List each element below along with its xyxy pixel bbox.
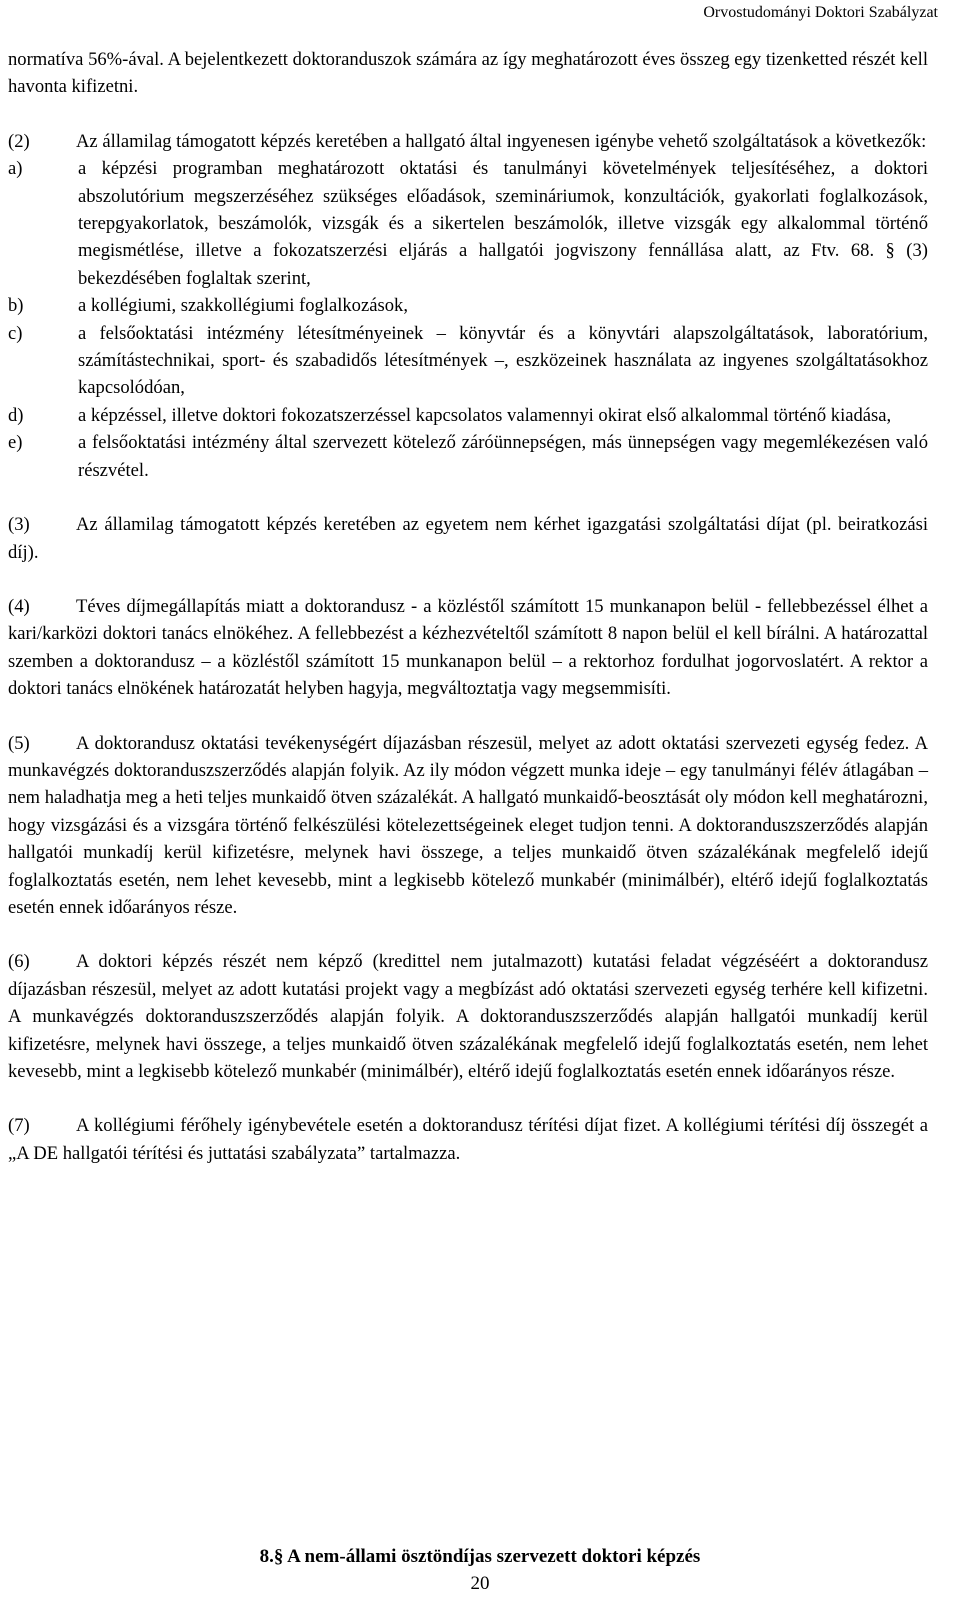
paragraph-5 <box>8 730 928 922</box>
list-item-text: a felsőoktatási intézmény létesítményeinek – könyvtár és a könyvtári alapszolgáltatások, laboratórium, számítástechnikai, sport- és szabadidős létesítmények –, eszközeinek használata az ingyenes szolgáltatásokhoz kapcsolódóan, <box>78 322 928 399</box>
list-item-label: a) <box>8 158 23 180</box>
list-item-text: a kollégiumi, szakkollégiumi foglalkozások, <box>78 295 408 317</box>
paragraph-7 <box>8 1112 928 1167</box>
list-item <box>8 292 928 319</box>
paragraph-number: (4) <box>8 595 30 617</box>
document-body <box>8 46 928 1167</box>
paragraph-number: (3) <box>8 514 30 536</box>
paragraph-text: Az államilag támogatott képzés keretében az egyetem nem kérhet igazgatási szolgáltatási díjat (pl. beiratkozási díj). <box>8 514 928 563</box>
paragraph-number: (6) <box>8 951 30 973</box>
paragraph-number: (7) <box>8 1115 30 1137</box>
paragraph-3 <box>8 511 928 566</box>
paragraph-text: A doktorandusz oktatási tevékenységért díjazásban részesül, melyet az adott oktatási szervezeti egység fedez. A munkavégzés doktoranduszszerződés alapján folyik. Az ily módon végzett munka ideje – egy tanulmányi félév átlagában – nem haladhatja meg a heti teljes munkaidő ötven százalékát. A hallgató munkaidő-beosztását oly módon kell meghatározni, hogy vizsgázási és a vizsgára történő felkészülési kötelezettségeinek eleget tudjon tenni. A doktoranduszszerződés alapján hallgatói munkadíj kerül kifizetésre, melynek havi összege, a teljes munkaidő ötven százalékának megfelelő idejű foglalkoztatás esetén, nem lehet kevesebb, mint a legkisebb kötelező munkabér (minimálbér), eltérő idejű foglalkoztatás esetén ennek időarányos része. <box>8 732 928 918</box>
paragraph-text: Az államilag támogatott képzés keretében a hallgató által ingyenesen igénybe vehető szolgáltatások a következők: <box>76 130 927 152</box>
intro-paragraph: normatíva 56%-ával. A bejelentkezett doktoranduszok számára az így meghatározott éves összeg egy tizenketted részét kell havonta kifizetni. <box>8 49 928 98</box>
paragraph-2 <box>8 128 928 155</box>
paragraph-text: Téves díjmegállapítás miatt a doktorandusz - a közléstől számított 15 munkanapon belül - fellebbezéssel élhet a kari/karközi doktori tanács elnökéhez. A fellebbezést a kézhezvételtől számított 8 napon belül el kell bírálni. A határozattal szemben a doktorandusz – a közléstől számított 15 munkanapon belül – a rektorhoz fordulhat jogorvoslatért. A rektor a doktori tanács elnökének határozatát helyben hagyja, megváltoztatja vagy megsemmisíti. <box>8 595 928 700</box>
paragraph-text: A doktori képzés részét nem képző (kredittel nem jutalmazott) kutatási feladat végzéséért a doktorandusz díjazásban részesül, melyet az adott kutatási projekt vagy a megbízást adó oktatási szervezeti egység terhére kell kifizetni. A munkavégzés doktoranduszszerződés alapján folyik. A doktoranduszszerződés alapján hallgatói munkadíj kerül kifizetésre, melynek havi összege, a teljes munkaidő ötven százalékának megfelelő idejű foglalkoztatás esetén, nem lehet kevesebb, mint a legkisebb kötelező munkabér (minimálbér), eltérő idejű foglalkoztatás esetén ennek időarányos része. <box>8 951 928 1082</box>
paragraph-6 <box>8 948 928 1085</box>
paragraph-number: (5) <box>8 732 30 754</box>
page-number: 20 <box>470 1573 490 1594</box>
paragraph-text: A kollégiumi férőhely igénybevétele esetén a doktorandusz térítési díjat fizet. A kollégiumi térítési díj összegét a „A DE hallgatói térítési és juttatási szabályzata” tartalmazza. <box>8 1115 928 1164</box>
list-item-text: a képzési programban meghatározott oktatási és tanulmányi követelmények teljesítéséhez, a doktori abszolutórium megszerzéséhez szükséges előadások, szemináriumok, konzultációk, gyakorlati foglalkozások, terepgyakorlatok, beszámolók, vizsgák és a sikertelen beszámolók, illetve vizsgák egy alkalommal történő megismétlése, illetve a fokozatszerzési eljárás a hallgatói jogviszony fennállása alatt, az Ftv. 68. § (3) bekezdésében foglaltak szerint, <box>78 158 928 289</box>
list-item-text: a felsőoktatási intézmény által szervezett kötelező záróünnepségen, más ünnepségen vagy megemlékezésen való részvétel. <box>78 432 928 481</box>
services-list <box>8 155 928 484</box>
list-item <box>8 402 928 429</box>
paragraph-number: (2) <box>8 130 30 152</box>
list-item <box>8 320 928 402</box>
list-item-label: d) <box>8 404 24 426</box>
list-item-label: e) <box>8 432 23 454</box>
running-header-title: Orvostudományi Doktori Szabályzat <box>703 4 938 21</box>
list-item-label: c) <box>8 322 23 344</box>
list-item <box>8 155 928 292</box>
section-heading: 8.§ A nem-állami ösztöndíjas szervezett doktori képzés <box>259 1546 701 1567</box>
paragraph-4 <box>8 593 928 703</box>
list-item-text: a képzéssel, illetve doktori fokozatszerzéssel kapcsolatos valamennyi okirat első alkalommal történő kiadása, <box>78 404 892 426</box>
list-item-label: b) <box>8 295 24 317</box>
list-item <box>8 429 928 484</box>
